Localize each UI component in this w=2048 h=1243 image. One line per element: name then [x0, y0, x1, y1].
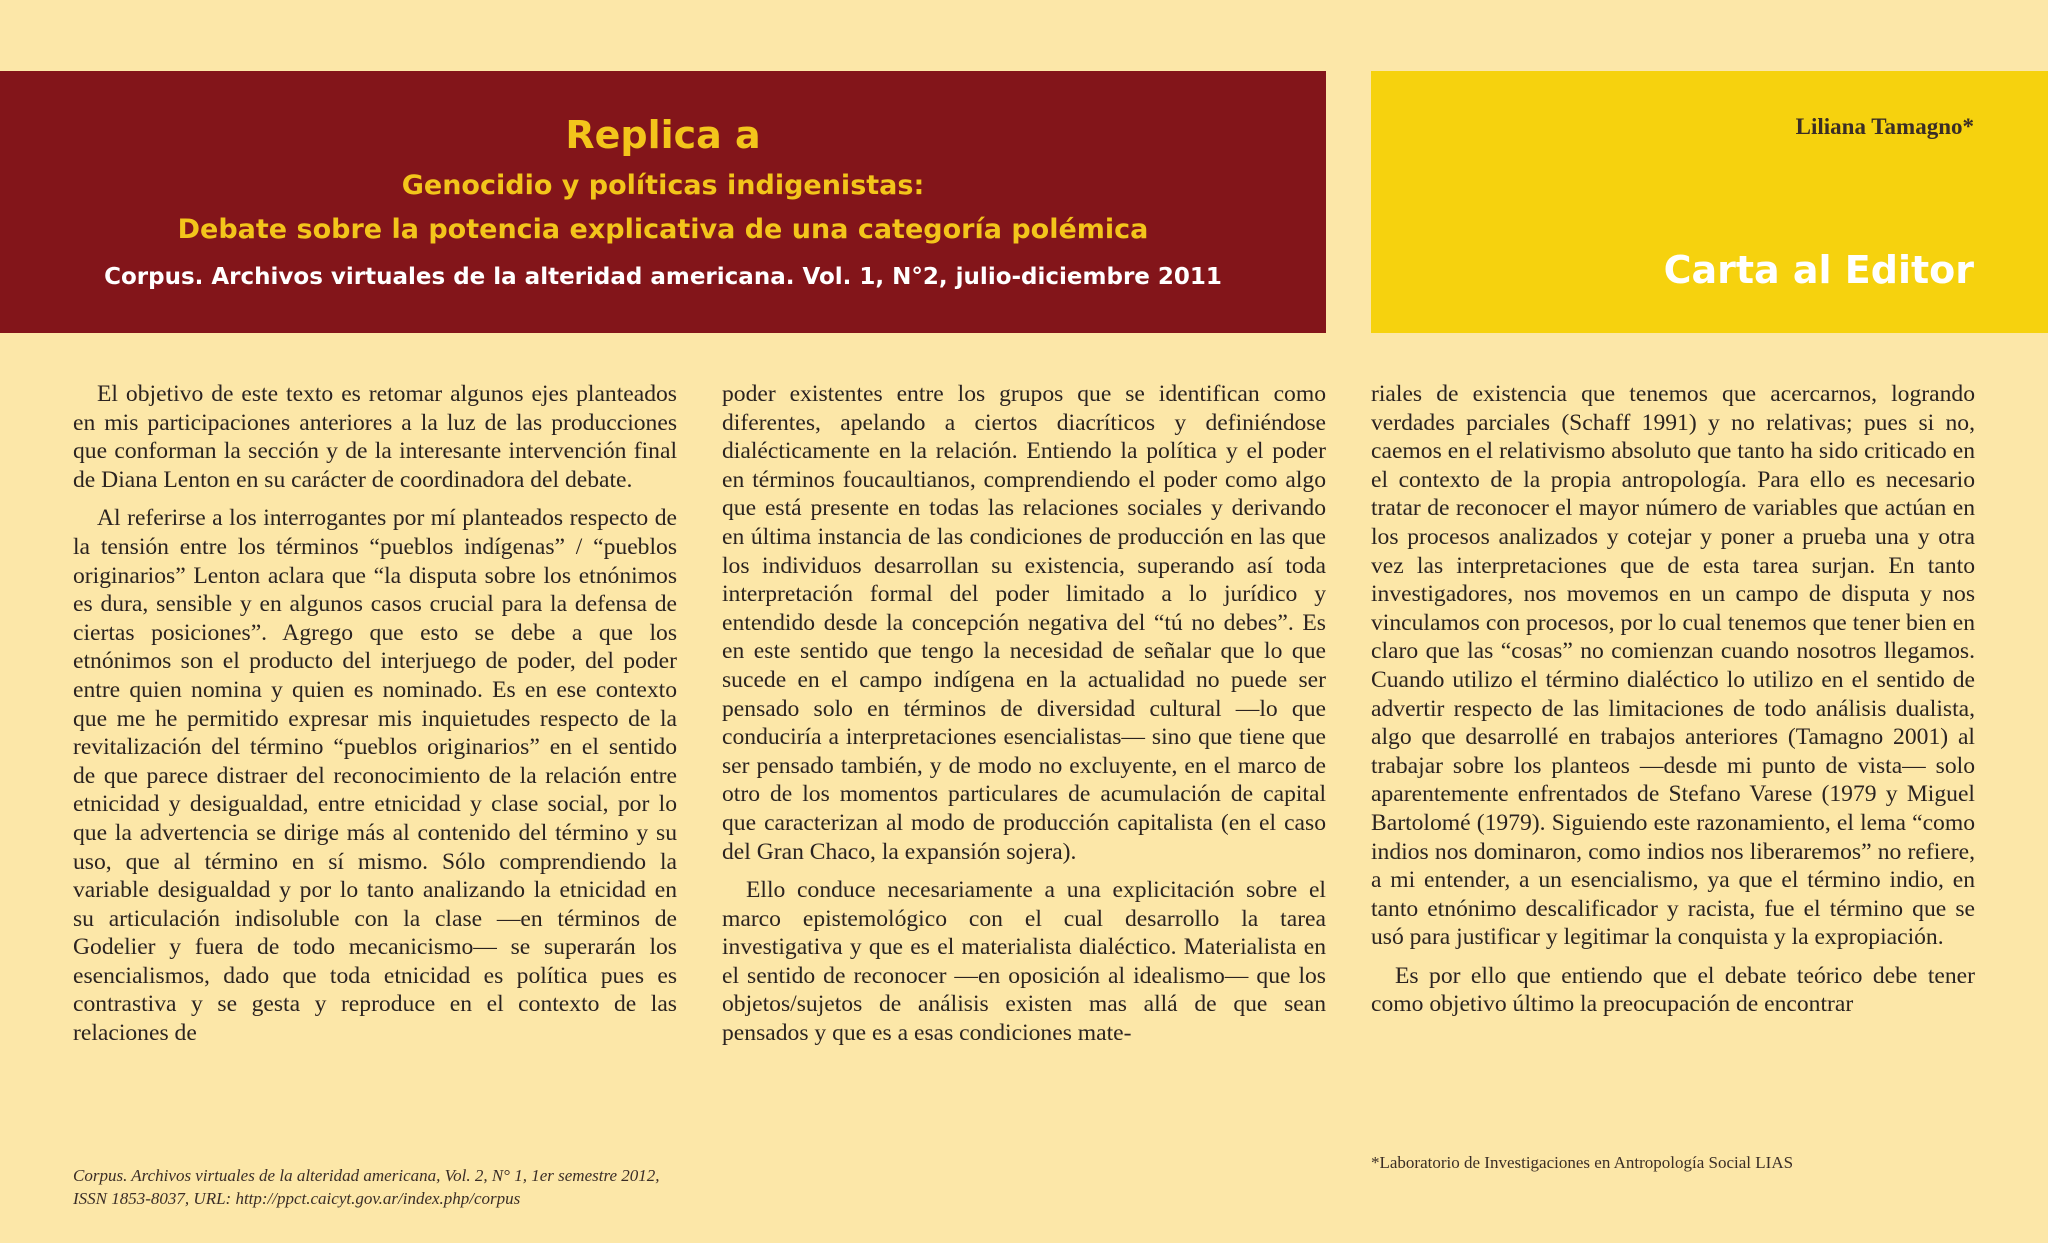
author-name: Liliana Tamagno*	[1795, 114, 1974, 139]
text-column-1	[73, 380, 677, 1058]
paragraph: Es por ello que entiendo que el debate teórico debe tener como objetivo último la preocupación de encontrar	[1371, 962, 1975, 1018]
text-column-2	[722, 380, 1326, 1058]
text-column-3	[1371, 380, 1975, 1029]
citation-footer	[73, 1164, 659, 1210]
section-label: Carta al Editor	[1663, 248, 1974, 292]
affiliation-footnote: *Laboratorio de Investigaciones en Antropología Social LIAS	[1371, 1153, 1794, 1172]
article-subtitle-line1: Genocidio y políticas indigenistas:	[401, 170, 925, 201]
paragraph: riales de existencia que tenemos que acercarnos, logrando verdades parciales (Schaff 1991) y no relativas; pues si no, caemos en el relativismo absoluto que tanto ha sido criticado en el contexto de la propia antropología. Para ello es necesario tratar de reconocer el mayor número de variables que actúan en los procesos analizados y cotejar y poner a prueba una y otra vez las interpretaciones que de esta tarea surjan. En tanto investigadores, nos movemos en un campo de disputa y nos vinculamos con procesos, por lo cual tenemos que tener bien en claro que las “cosas” no comienzan cuando nosotros llegamos. Cuando utilizo el término dialéctico lo utilizo en el sentido de advertir respecto de las limitaciones de todo análisis dualista, algo que desarrollé en trabajos anteriores (Tamagno 2001) al trabajar sobre los planteos —desde mi punto de vista— solo aparentemente enfrentados de Stefano Varese (1979 y Miguel Bartolomé (1979). Siguiendo este razonamiento, el lema “como indios nos dominaron, como indios nos liberaremos” no refiere, a mi entender, a un esencialismo, ya que el término indio, en tanto etnónimo descalificador y racista, fue el término que se usó para justificar y legitimar la conquista y la expropiación.	[1371, 381, 1975, 951]
journal-reference: Corpus. Archivos virtuales de la alteridad americana. Vol. 1, N°2, julio-diciembre 2011	[104, 264, 1222, 290]
citation-line: Corpus. Archivos virtuales de la alteridad americana, Vol. 2, N° 1, 1er semestre 2012,	[73, 1166, 660, 1185]
paragraph: poder existentes entre los grupos que se identifican como diferentes, apelando a ciertos diacríticos y definiéndose dialécticamente en la relación. Entiendo la política y el poder en términos foucaultianos, comprendiendo el poder como algo que está presente en todas las relaciones sociales y derivando en última instancia de las condiciones de producción en las que los individuos desarrollan su existencia, superando así toda interpretación formal del poder limitado a lo jurídico y entendido desde la concepción negativa del “tú no debes”. Es en este sentido que tengo la necesidad de señalar que lo que sucede en el campo indígena en la actualidad no puede ser pensado solo en términos de diversidad cultural —lo que conduciría a interpretaciones esencialistas— sino que tiene que ser pensado también, y de modo no excluyente, en el marco de otro de los momentos particulares de acumulación de capital que caracterizan al modo de producción capitalista (en el caso del Gran Chaco, la expansión sojera).	[722, 381, 1326, 865]
paragraph: Al referirse a los interrogantes por mí planteados respecto de la tensión entre los términos “pueblos indígenas” / “pueblos originarios” Lenton aclara que “la disputa sobre los etnónimos es dura, sensible y en algunos casos crucial para la defensa de ciertas posiciones”. Agrego que esto se debe a que los etnónimos son el producto del interjuego de poder, del poder entre quien nomina y quien es nominado. Es en ese contexto que me he permitido expresar mis inquietudes respecto de la revitalización del término “pueblos originarios” en el sentido de que parece distraer del reconocimiento de la relación entre etnicidad y desigualdad, entre etnicidad y clase social, por lo que la advertencia se dirige más al contenido del término y su uso, que al término en sí mismo. Sólo comprendiendo la variable desigualdad y por lo tanto analizando la etnicidad en su articulación indisoluble con la clase —en términos de Godelier y fuera de todo mecanicismo— se superarán los esencialismos, dado que toda etnicidad es política pues es contrastiva y se gesta y reproduce en el contexto de las relaciones de	[73, 505, 677, 1047]
article-title: Replica a	[565, 113, 761, 157]
article-subtitle-line2: Debate sobre la potencia explicativa de una categoría polémica	[177, 214, 1149, 245]
paragraph: Ello conduce necesariamente a una explicitación sobre el marco epistemológico con el cual desarrollo la tarea investigativa y que es el materialista dialéctico. Materialista en el sentido de reconocer —en oposición al idealismo— que los objetos/sujetos de análisis existen mas allá de que sean pensados y que es a esas condiciones mate-	[722, 877, 1326, 1047]
paragraph: El objetivo de este texto es retomar algunos ejes planteados en mis participaciones anteriores a la luz de las producciones que conforman la sección y de la interesante intervención final de Diana Lenton en su carácter de coordinadora del debate.	[73, 381, 677, 493]
citation-line: ISSN 1853-8037, URL: http://ppct.caicyt.gov.ar/index.php/corpus	[73, 1189, 521, 1208]
section-banner	[1371, 71, 2048, 333]
title-banner	[0, 71, 1326, 333]
